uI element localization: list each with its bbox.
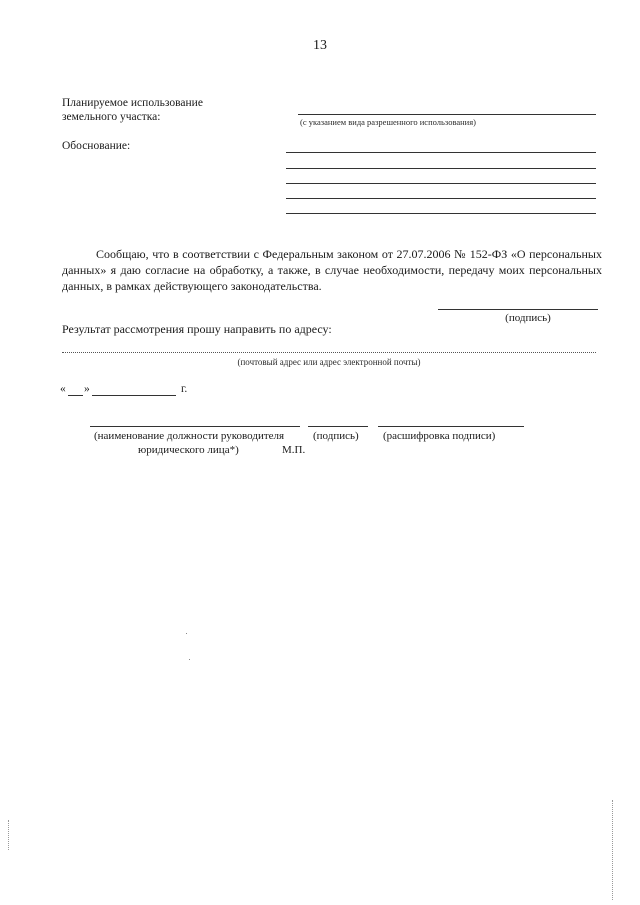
date-day-line[interactable] [68,395,83,396]
page-number: 13 [313,38,327,53]
stamp-label: М.П. [282,444,306,456]
position-hint-line2: юридического лица*) [138,444,239,456]
scan-speck [189,659,190,660]
position-hint-line1: (наименование должности руководителя [94,430,285,442]
justification-line-3[interactable] [286,183,596,184]
consent-signature-hint: (подпись) [505,312,551,324]
justification-line-1[interactable] [286,152,596,153]
justification-line-5[interactable] [286,213,596,214]
scan-speck [186,633,187,634]
date-close-quote: » [84,383,90,395]
scan-edge-artifact [8,820,9,850]
result-address-hint: (почтовый адрес или адрес электронной почты) [237,357,421,367]
justification-label: Обоснование: [62,140,131,152]
date-month-line[interactable] [92,395,176,396]
position-line[interactable] [90,426,300,427]
land-use-field-line[interactable] [298,114,596,115]
land-use-label-line1: Планируемое использование [62,97,203,109]
justification-line-4[interactable] [286,198,596,199]
result-label: Результат рассмотрения прошу направить по адресу: [62,322,332,336]
consent-signature-line[interactable] [438,309,598,310]
signature-hint: (подпись) [313,430,359,442]
land-use-hint: (с указанием вида разрешенного использования) [300,117,476,127]
decryption-hint: (расшифровка подписи) [383,430,496,442]
scan-edge-artifact [612,800,613,900]
land-use-label-line2: земельного участка: [62,111,161,123]
signature-line[interactable] [308,426,368,427]
date-year-suffix: г. [181,383,188,395]
result-address-line[interactable] [62,352,596,353]
date-open-quote: « [60,383,66,395]
consent-paragraph: Сообщаю, что в соответствии с Федеральным законом от 27.07.2006 № 152-ФЗ «О персональных данных» я даю согласие на обработку, а также, в случае необходимости, передачу моих персональных данных, в рамках действующего законодательства. [62,247,602,293]
justification-line-2[interactable] [286,168,596,169]
decryption-line[interactable] [378,426,524,427]
